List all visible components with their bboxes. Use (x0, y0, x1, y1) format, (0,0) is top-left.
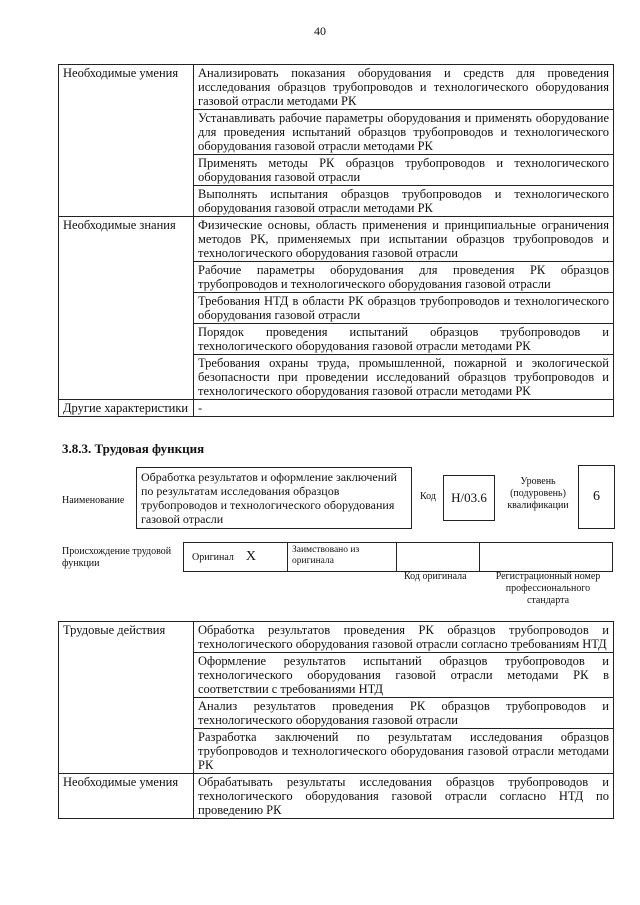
table-row (59, 774, 614, 819)
row-item: Анализ результатов проведения РК образцов трубопроводов и технологического оборудования газовой отрасли (194, 698, 614, 729)
row-item: Требования охраны труда, промышленной, пожарной и экологической безопасности при проведении исследований образцов трубопроводов и технологического оборудования газовой отрасли методами РК (194, 355, 614, 400)
function-code-label: Код (420, 491, 436, 502)
row-item: Оформление результатов испытаний образцов трубопроводов и технологического оборудования газовой отрасли методами РК в соответствии с требованиями НТД (194, 653, 614, 698)
row-item: Требования НТД в области РК образцов трубопроводов и технологического оборудования газовой отрасли (194, 293, 614, 324)
row-item: Устанавливать рабочие параметры оборудования и применять оборудование для проведения испытаний образцов трубопроводов и технологического оборудования газовой отрасли методами РК (194, 110, 614, 155)
row-item: Рабочие параметры оборудования для проведения РК образцов трубопроводов и технологического оборудования газовой отрасли (194, 262, 614, 293)
qualification-level-label: Уровень (подуровень) квалификации (507, 476, 569, 511)
origin-row (184, 542, 614, 572)
origin-borrowed-label: Заимствовано из оригинала (292, 545, 360, 566)
origin-reg-number-cell (479, 542, 613, 572)
origin-original-mark: X (245, 549, 257, 564)
origin-original-label: Оригинал (192, 551, 234, 563)
table-row (59, 65, 614, 110)
origin-label: Происхождение трудовой функции (62, 546, 172, 569)
row-item: Анализировать показания оборудования и средств для проведения исследования образцов трубопроводов и технологического оборудования газовой отрасли методами РК (194, 65, 614, 110)
qualification-level-box (578, 465, 615, 529)
row-item: Физические основы, область применения и принципиальные ограничения методов РК, применяемых при испытании образцов трубопроводов и технологического оборудования газовой отрасли (194, 217, 614, 262)
section-heading: 3.8.3. Трудовая функция (62, 441, 205, 456)
origin-borrowed-cell (287, 542, 397, 572)
row-label: Необходимые умения (59, 774, 194, 819)
labor-actions-table (58, 621, 614, 819)
table-row (59, 622, 614, 653)
row-item: Выполнять испытания образцов трубопроводов и технологического оборудования газовой отрасли методами РК (194, 186, 614, 217)
competency-table (58, 64, 614, 417)
function-code: H/03.6 (451, 490, 487, 505)
function-name: Обработка результатов и оформление заключений по результатам исследования образцов трубопроводов и технологического оборудования газовой отрасли (141, 470, 397, 526)
row-item: Разработка заключений по результатам исследования образцов трубопроводов и технологического оборудования газовой отрасли методами РК (194, 729, 614, 774)
original-code-label: Код оригинала (404, 571, 467, 582)
row-item: Применять методы РК образцов трубопроводов и технологического оборудования газовой отрасли (194, 155, 614, 186)
row-item: Обрабатывать результаты исследования образцов трубопроводов и технологического оборудования газовой отрасли согласно НТД по проведению РК (194, 774, 614, 819)
registration-number-label: Регистрационный номер профессионального стандарта (495, 571, 601, 606)
origin-code-cell (396, 542, 480, 572)
origin-original-cell (183, 542, 288, 572)
row-item: Обработка результатов проведения РК образцов трубопроводов и технологического оборудования газовой отрасли согласно требованиям НТД (194, 622, 614, 653)
row-label: Другие характеристики (59, 400, 194, 417)
function-name-label: Наименование (62, 495, 125, 506)
qualification-level: 6 (593, 489, 600, 504)
function-name-box (136, 467, 412, 529)
row-item: - (194, 400, 614, 417)
table-row (59, 400, 614, 417)
page-number: 40 (314, 24, 326, 38)
row-label: Необходимые умения (59, 65, 194, 217)
row-label: Трудовые действия (59, 622, 194, 774)
table-row (59, 217, 614, 262)
row-label: Необходимые знания (59, 217, 194, 400)
row-item: Порядок проведения испытаний образцов трубопроводов и технологического оборудования газовой отрасли методами РК (194, 324, 614, 355)
function-code-box (443, 475, 495, 521)
